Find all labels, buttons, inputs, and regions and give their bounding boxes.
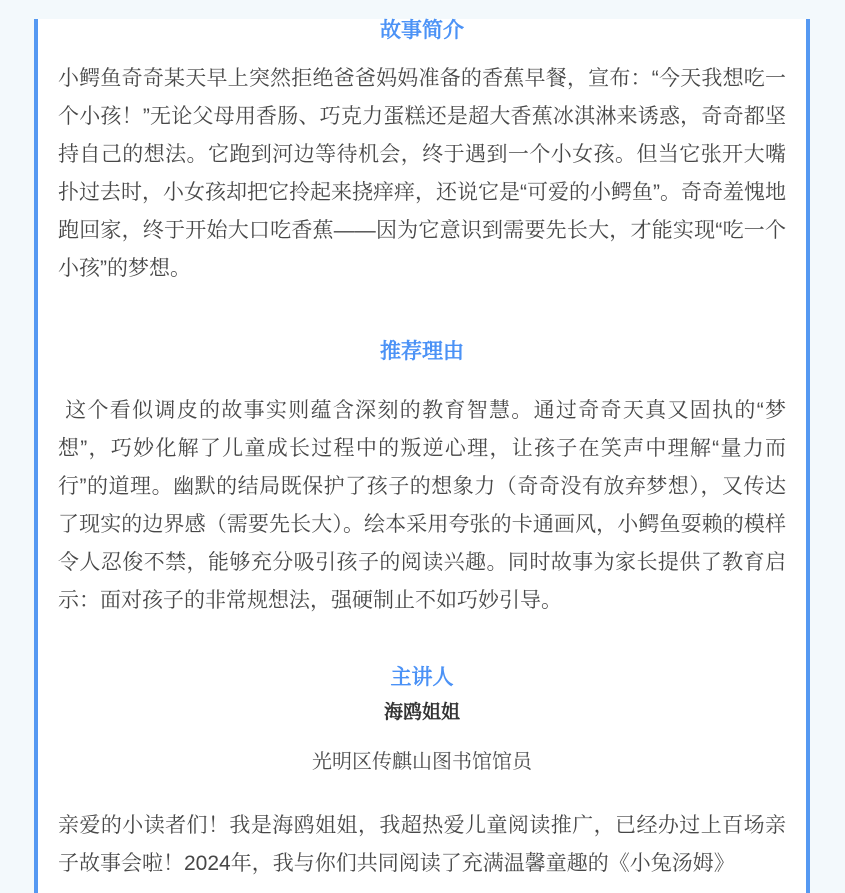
- section-recommendation: [58, 340, 786, 620]
- speaker-title: 光明区传麒山图书馆馆员: [312, 751, 532, 773]
- section-speaker: [58, 666, 786, 883]
- recommendation-paragraph: 这个看似调皮的故事实则蕴含深刻的教育智慧。通过奇奇天真又固执的“梦想”，巧妙化解了儿童成长过程中的叛逆心理，让孩子在笑声中理解“量力而行”的道理。幽默的结局既保护了孩子的想象力（奇奇没有放弃梦想），又传达了现实的边界感（需要先长大）。绘本采用夸张的卡通画风，小鳄鱼耍赖的模样令人忍俊不禁，能够充分吸引孩子的阅读兴趣。同时故事为家长提供了教育启示：面对孩子的非常规想法，强硬制止不如巧妙引导。: [58, 399, 786, 612]
- recommendation-heading: 推荐理由: [380, 340, 464, 363]
- story-intro-heading: 故事简介: [380, 19, 464, 42]
- speaker-intro-paragraph: 亲爱的小读者们！我是海鸥姐姐，我超热爱儿童阅读推广，已经办过上百场亲子故事会啦！2024年，我与你们共同阅读了充满温馨童趣的《小兔汤姆》: [58, 814, 786, 875]
- speaker-heading: 主讲人: [390, 666, 454, 689]
- article-body: [38, 19, 806, 883]
- speaker-name: 海鸥姐姐: [383, 702, 460, 723]
- section-story-intro: [58, 19, 786, 288]
- story-intro-paragraph: 小鳄鱼奇奇某天早上突然拒绝爸爸妈妈准备的香蕉早餐，宣布：“今天我想吃一个小孩！”无论父母用香肠、巧克力蛋糕还是超大香蕉冰淇淋来诱惑，奇奇都坚持自己的想法。它跑到河边等待机会，终于遇到一个小女孩。但当它张开大嘴扑过去时，小女孩却把它拎起来挠痒痒，还说它是“可爱的小鳄鱼”。奇奇羞愧地跑回家，终于开始大口吃香蕉——因为它意识到需要先长大，才能实现“吃一个小孩”的梦想。: [58, 67, 786, 280]
- article-frame: [34, 19, 810, 893]
